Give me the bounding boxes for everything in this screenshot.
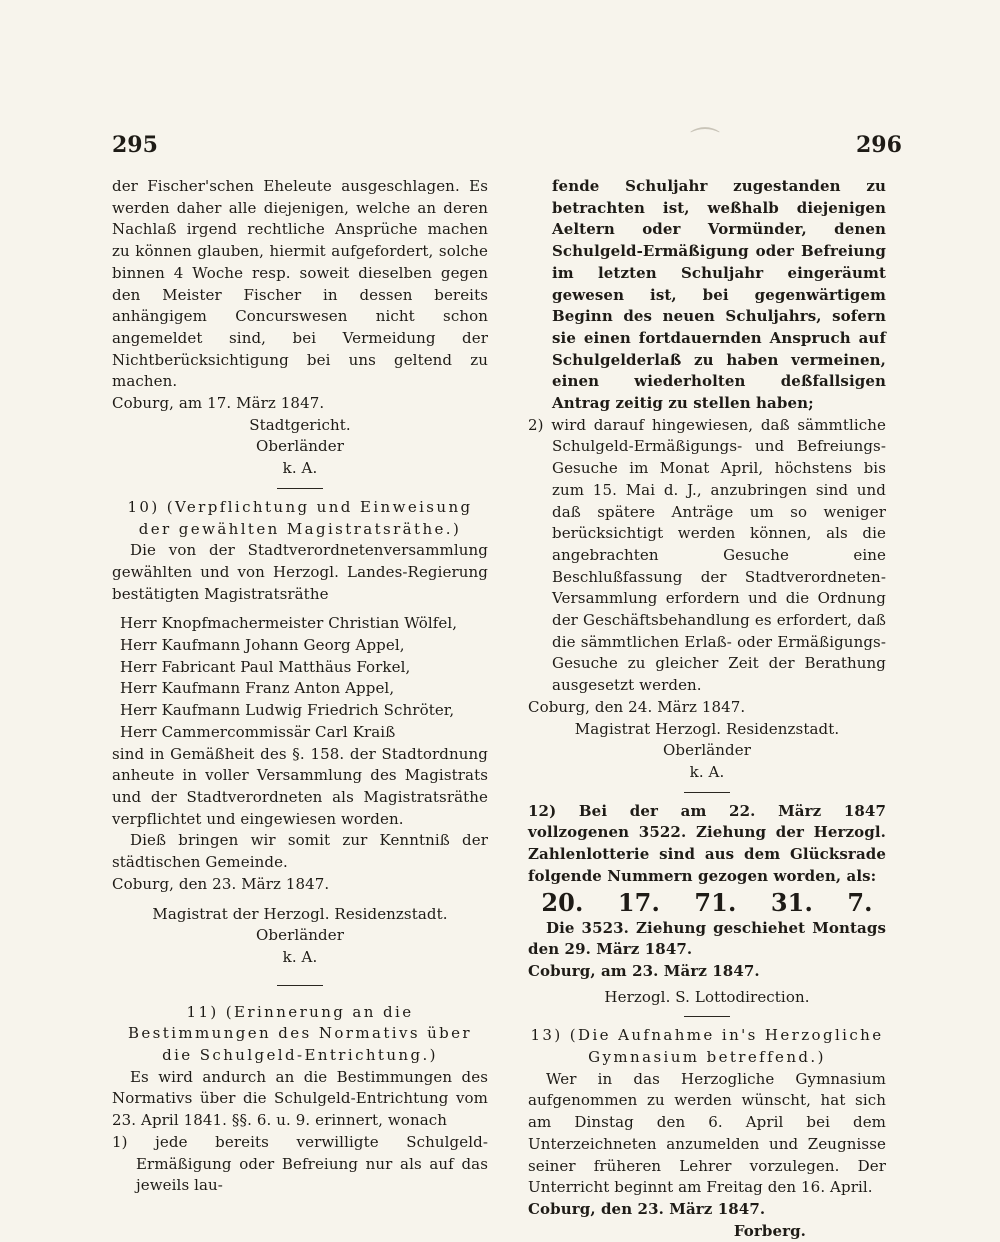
list-item: 1) jede bereits verwilligte Schulgeld-Ermäßigung oder Befreiung nur als auf das jeweils lau- [112, 1132, 488, 1195]
dateline: Coburg, den 24. März 1847. [528, 697, 746, 716]
person-entry: Herr Kaufmann Ludwig Friedrich Schröter, [120, 701, 455, 720]
left-column [112, 176, 488, 1197]
dateline: Coburg, den 23. März 1847. [112, 874, 330, 893]
notice-11-heading: 11) (Erinnerung an die Bestimmungen des Normativs über die Schulgeld-Entrichtung.) [127, 1002, 472, 1065]
list-item: 2) wird darauf hingewiesen, daß sämmtliche Schulgeld-Ermäßigungs- und Befreiungs-Gesuche im Monat April, höchstens bis zum 15. Mai d. J., anzubringen sind und daß spätere Anträge um so weniger berücksichtigt werden können, als die angebrachten Gesuche eine Beschlußfassung der Stadtverordneten-Versammlung erfordern und die Ordnung der Geschäftsbehandlung es erfordert, daß die sämmtlichen Erlaß- oder Ermäßigungs-Gesuche zu gleicher Zeit der Berathung ausgesetzt werden. [528, 415, 886, 695]
section-divider [684, 1016, 730, 1017]
section-divider [684, 792, 730, 793]
notice-10-heading: 10) (Verpflichtung und Einweisung der gewählten Magistratsräthe.) [127, 497, 473, 538]
notice-12-body: 12) Bei der am 22. März 1847 vollzogenen 3522. Ziehung der Herzogl. Zahlenlotterie sind aus dem Glücksrade folgende Nummern gezogen worden, als: [528, 801, 886, 885]
section-divider [277, 488, 323, 489]
notice-10-body-final: Dieß bringen wir somit zur Kenntniß der städtischen Gemeinde. [112, 831, 488, 872]
signature-initials: k. A. [282, 947, 318, 966]
person-entry: Herr Knopfmachermeister Christian Wölfel, [120, 614, 458, 633]
dateline: Coburg, den 23. März 1847. [528, 1199, 766, 1218]
person-entry: Herr Fabricant Paul Matthäus Forkel, [120, 657, 411, 676]
notice-12-body-cont: Die 3523. Ziehung geschiehet Montags den 29. März 1847. [528, 918, 886, 959]
notice-13-heading: 13) (Die Aufnahme in's Herzogliche Gymnasium betreffend.) [530, 1026, 884, 1067]
list-item-continuation: fende Schuljahr zugestanden zu betrachten ist, weßhalb diejenigen Aeltern oder Vormünder, denen Schulgeld-Ermäßigung oder Befreiung im letzten Schuljahr eingeräumt gewesen ist, bei gegenwärtigem Beginn des neuen Schuljahrs, sofern sie einen fortdauernden Anspruch auf Schulgelderlaß zu haben vermeinen, einen wiederholten deßfallsigen Antrag zeitig zu stellen haben; [552, 177, 886, 413]
dateline: Coburg, am 23. März 1847. [528, 961, 760, 980]
signature-org: Magistrat der Herzogl. Residenzstadt. [152, 904, 448, 923]
signature-org: Stadtgericht. [249, 415, 351, 434]
notice-9-continuation: der Fischer'schen Eheleute ausgeschlagen. Es werden daher alle diejenigen, welche an deren Nachlaß irgend rechtliche Ansprüche machen zu können glauben, hiermit aufgefordert, solche binnen 4 Woche resp. soweit dieselben gegen den Meister Fischer in dessen bereits anhängigem Concurswesen nicht schon angemeldet sind, bei Vermeidung der Nichtberücksichtigung bei uns geltend zu machen. [112, 177, 488, 391]
notice-10-body: Die von der Stadtverordnetenversammlung gewählten und von Herzogl. Landes-Regierung bestätigten Magistratsräthe [112, 541, 488, 603]
person-entry: Herr Cammercommissär Carl Kraiß [120, 722, 396, 741]
signature-org: Magistrat Herzogl. Residenzstadt. [574, 719, 840, 738]
lottery-numbers: 20. 17. 71. 31. 7. [541, 887, 873, 917]
notice-13-body: Wer in das Herzogliche Gymnasium aufgenommen zu werden wünscht, hat sich am Dinstag den 6. April bei dem Unterzeichneten anzumelden und Zeugnisse seiner früheren Lehrer vorzulegen. Der Unterricht beginnt am Freitag den 16. April. [528, 1069, 886, 1197]
signature-name: Oberländer [663, 741, 751, 760]
page-number-right: 296 [856, 132, 902, 158]
signature-name: Forberg. [733, 1221, 806, 1240]
signature-name: Oberländer [256, 926, 344, 945]
notice-11-body: Es wird andurch an die Bestimmungen des Normativs über die Schulgeld-Entrichtung vom 23. April 1841. §§. 6. u. 9. erinnert, wonach [112, 1067, 488, 1130]
person-entry: Herr Kaufmann Johann Georg Appel, [120, 636, 405, 655]
dateline: Coburg, am 17. März 1847. [112, 394, 325, 413]
right-column [528, 176, 886, 1242]
signature-org: Herzogl. S. Lottodirection. [604, 987, 810, 1006]
ink-mark-icon: ⌒ [690, 126, 720, 161]
section-divider [277, 985, 323, 986]
page-number-left: 295 [112, 132, 158, 158]
notice-10-body-cont: sind in Gemäßheit des §. 158. der Stadtordnung anheute in voller Versammlung des Magistrats und der Stadtverordneten als Magistratsräthe verpflichtet und eingewiesen worden. [112, 744, 488, 828]
person-entry: Herr Kaufmann Franz Anton Appel, [120, 679, 395, 698]
signature-name: Oberländer [256, 437, 344, 456]
signature-initials: k. A. [689, 762, 725, 781]
signature-initials: k. A. [282, 459, 318, 478]
